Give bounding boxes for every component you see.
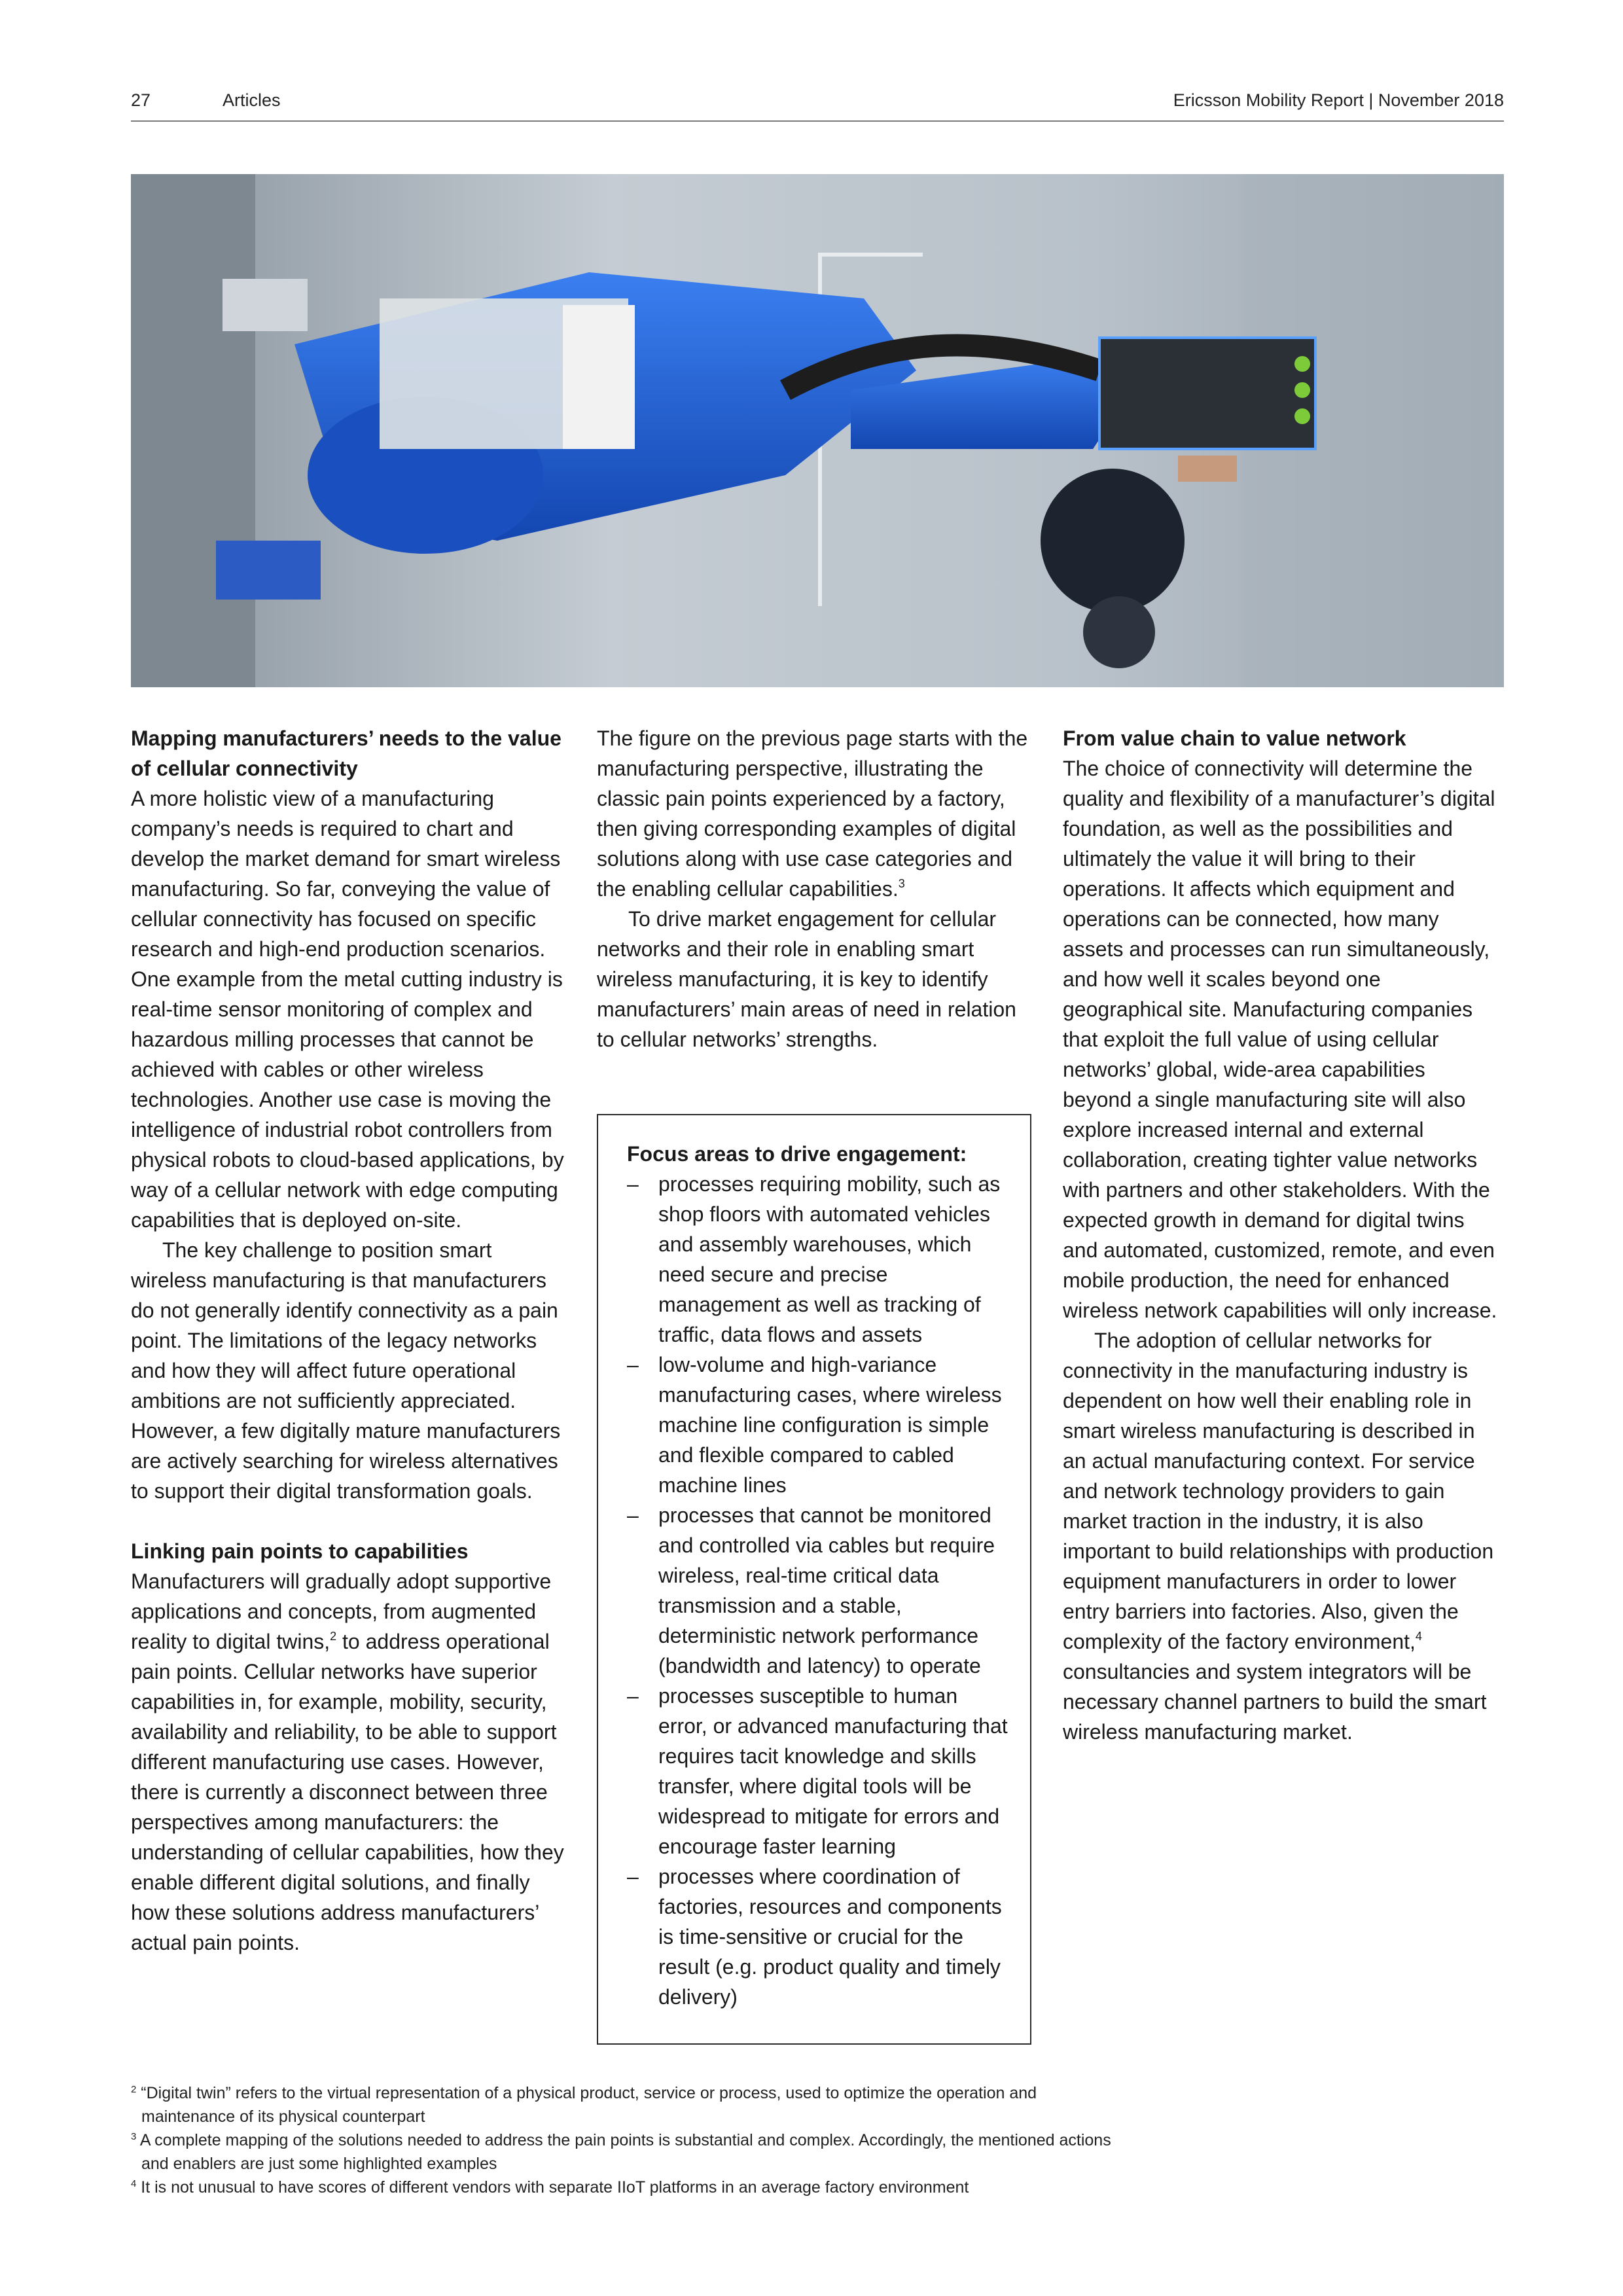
dash-bullet: – [627, 1503, 639, 1527]
dash-bullet: – [627, 1172, 639, 1196]
page-header [131, 85, 1504, 122]
column-3 [1063, 723, 1497, 1747]
footnote: $^3$ A complete mapping of the solutions needed to address the pain points is substantial and complex. Accordingly, the mentioned actions and enablers are just some highlighted examples [131, 2131, 1111, 2173]
footnotes [131, 2081, 1113, 2199]
column-1 [131, 723, 565, 1958]
paragraph: The figure on the previous page starts with the manufacturing perspective, illustrating the classic pain points experienced by a factory, then giving corresponding examples of digital solutions along with use case categories and the enabling cellular capabilities.$^3$ [597, 726, 1028, 901]
list-item: – processes susceptible to human error, or advanced manufacturing that requires tacit knowledge and skills transfer, where digital tools will be widespread to mitigate for errors and encourage faster learning [627, 1681, 1010, 1861]
robot-photo-icon [131, 174, 1504, 687]
report-title: Ericsson Mobility Report | November 2018 [1173, 90, 1504, 110]
focus-list [627, 1169, 1010, 2012]
paragraph: A more holistic view of a manufacturing company’s needs is required to chart and develop the market demand for smart wireless manufacturing. So far, conveying the value of cellular connectivity has focused on specific research and high-end production scenarios. One example from the metal cutting industry is real-time sensor monitoring of complex and hazardous milling processes that cannot be achieved with cables or other wireless technologies. Another use case is moving the intelligence of industrial robot controllers from physical robots to cloud-based applications, by way of a cellular network with edge computing capabilities that is deployed on-site. [131, 787, 564, 1232]
paragraph: The choice of connectivity will determine the quality and flexibility of a manufacturer’s digital foundation, as well as the possibilities and ultimately the value it will bring to their operations. It affects which equipment and operations can be connected, how many assets and processes can run simultaneously, and how well it scales beyond one geographical site. Manufacturing companies that exploit the full value of using cellular networks’ global, wide-area capabilities beyond a single manufacturing site will also explore increased internal and external collaboration, creating tighter value networks with partners and other stakeholders. With the expected growth in demand for digital twins and automated, customized, remote, and even mobile production, the need for enhanced wireless network capabilities will only increase. [1063, 757, 1497, 1322]
footnote: $^2$ “Digital twin” refers to the virtual representation of a physical product, service or process, used to optimize the operation and maintenance of its physical counterpart [131, 2084, 1037, 2126]
focus-box-title: Focus areas to drive engagement: [627, 1142, 967, 1166]
focus-areas-box [597, 1114, 1031, 2045]
paragraph: To drive market engagement for cellular networks and their role in enabling smart wireless manufacturing, it is key to identify manufacturers’ main areas of need in relation to cellular networks’ strengths. [597, 907, 1016, 1051]
dash-bullet: – [627, 1684, 639, 1708]
paragraph: The key challenge to position smart wireless manufacturing is that manufacturers do not generally identify connectivity as a pain point. The limitations of the legacy networks and how they will affect future operational ambitions are not sufficiently appreciated. However, a few digitally mature manufacturers are actively searching for wireless alternatives to support their digital transformation goals. [131, 1238, 561, 1503]
column-2 [597, 723, 1031, 1054]
dash-bullet: – [627, 1865, 639, 1888]
list-item: – low-volume and high-variance manufacturing cases, where wireless machine line configuration is simple and flexible compared to cabled machine lines [627, 1350, 1010, 1500]
footnote-ref: 4 [1415, 1630, 1422, 1643]
section-heading-mapping: Mapping manufacturers’ needs to the value of cellular connectivity [131, 726, 562, 780]
footnote-ref: 2 [330, 1630, 337, 1643]
section-heading-value-network: From value chain to value network [1063, 726, 1406, 750]
page-number: 27 [131, 90, 151, 110]
industrial-robot-photo [131, 174, 1504, 687]
footnote: $^4$ It is not unusual to have scores of different vendors with separate IIoT platforms in an average factory environment [131, 2178, 969, 2197]
list-item: – processes where coordination of factories, resources and components is time-sensitive or crucial for the result (e.g. product quality and timely delivery) [627, 1861, 1010, 2012]
dash-bullet: – [627, 1353, 639, 1376]
footnote-ref: 3 [898, 877, 905, 890]
paragraph: The adoption of cellular networks for connectivity in the manufacturing industry is dependent on how well their enabling role in smart wireless manufacturing is described in an actual manufacturing context. For service and network technology providers to gain market traction in the industry, it is also important to build relationships with production equipment manufacturers in order to lower entry barriers into factories. Also, given the complexity of the factory environment,$^4$ consultancies and system integrators will be necessary channel partners to build the smart wireless manufacturing market. [1063, 1329, 1494, 1744]
section-heading-linking: Linking pain points to capabilities [131, 1539, 469, 1563]
list-item: – processes that cannot be monitored and controlled via cables but require wireless, real-time critical data transmission and a stable, deterministic network performance (bandwidth and latency) to operate [627, 1500, 1010, 1681]
paragraph: Manufacturers will gradually adopt supportive applications and concepts, from augmented reality to digital twins,$^2$ to address operational pain points. Cellular networks have superior capabilities in, for example, mobility, security, availability and reliability, to be able to support different manufacturing use cases. However, there is currently a disconnect between three perspectives among manufacturers: the understanding of cellular capabilities, how they enable different digital solutions, and finally how these solutions address manufacturers’ actual pain points. [131, 1570, 564, 1954]
list-item: – processes requiring mobility, such as shop floors with automated vehicles and assembly warehouses, which need secure and precise management as well as tracking of traffic, data flows and assets [627, 1169, 1010, 1350]
section-label: Articles [223, 90, 281, 110]
